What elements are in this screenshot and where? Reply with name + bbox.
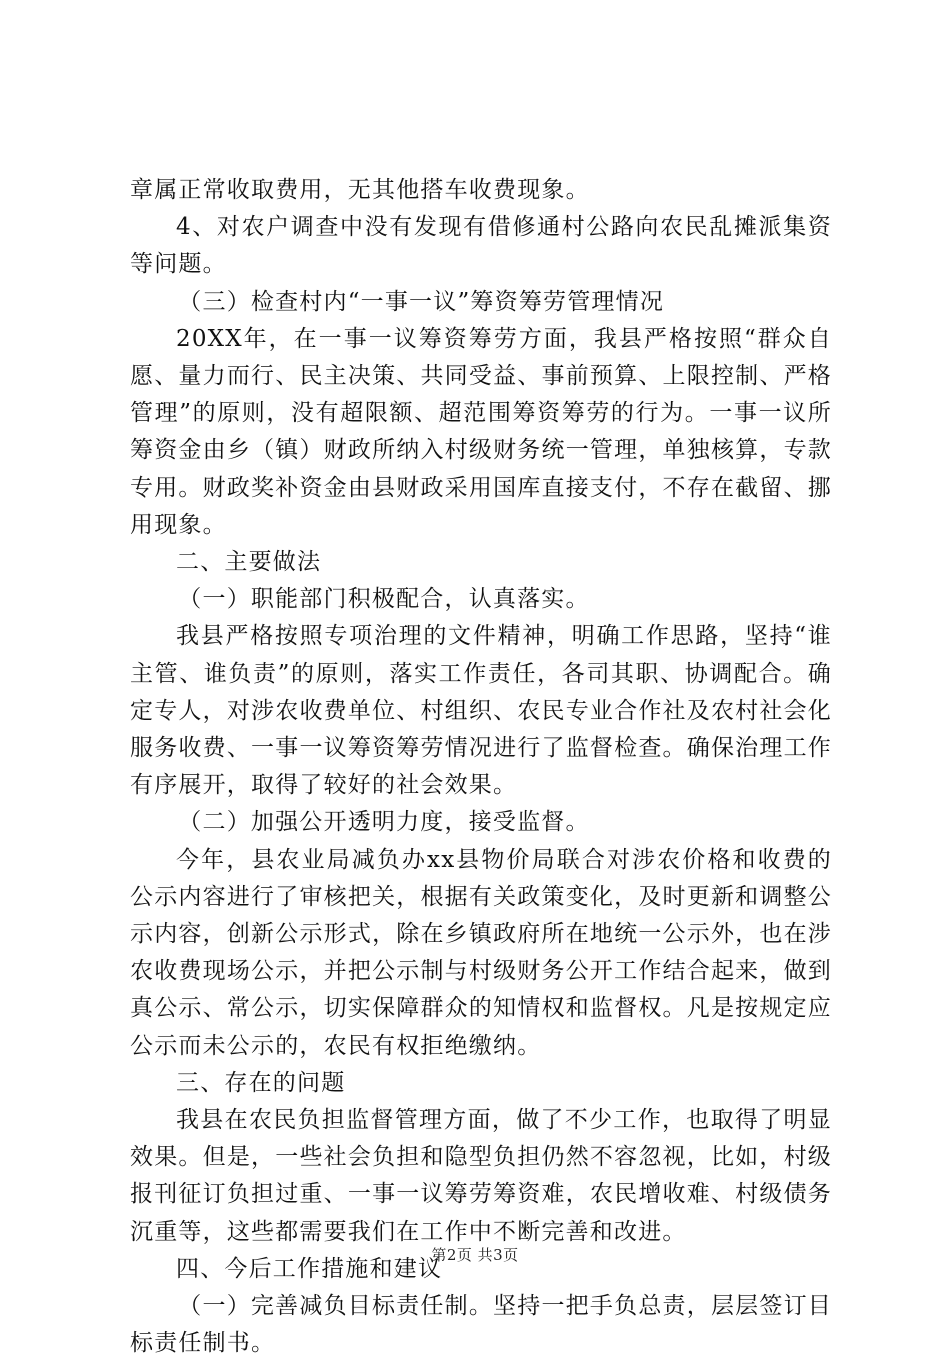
paragraph-yishiyiyi: 20XX年，在一事一议筹资筹劳方面，我县严格按照“群众自愿、量力而行、民主决策、共同受益、事前预算、上限控制、严格管理”的原则，没有超限额、超范围筹资筹劳的行为。一事一议所筹资金由乡（镇）财政所纳入村级财务统一管理，单独核算，专款专用。财政奖补资金由县财政采用国库直接支付，不存在截留、挪用现象。 [130, 325, 832, 538]
subheading-3: （三）检查村内“一事一议”筹资筹劳管理情况 [178, 288, 665, 315]
paragraph-departments: 我县严格按照专项治理的文件精神，明确工作思路，坚持“谁主管、谁负责”的原则，落实工作责任，各司其职、协调配合。确定专人，对涉农收费单位、村组织、农民专业合作社及农村社会化服务收费、一事一议筹资筹劳情况进行了监督检查。确保治理工作有序展开，取得了较好的社会效果。 [130, 623, 832, 799]
paragraph-publicity: 今年，县农业局减负办xx县物价局联合对涉农价格和收费的公示内容进行了审核把关，根据有关政策变化，及时更新和调整公示内容，创新公示形式，除在乡镇政府所在地统一公示外，也在涉农收费现场公示，并把公示制与村级财务公开工作结合起来，做到真公示、常公示，切实保障群众的知情权和监督权。凡是按规定应公示而未公示的，农民有权拒绝缴纳。 [130, 846, 832, 1059]
section-heading-2: 二、主要做法 [176, 549, 322, 576]
section-heading-4: 四、今后工作措施和建议 [176, 1255, 443, 1282]
paragraph-item-4: 4、对农户调查中没有发现有借修通村公路向农民乱摊派集资等问题。 [130, 214, 832, 278]
subheading-1: （一）职能部门积极配合，认真落实。 [178, 586, 590, 613]
document-body [130, 172, 832, 1363]
paragraph-measures-1: （一）完善减负目标责任制。坚持一把手负总责，层层签订目标责任制书。 [130, 1293, 832, 1357]
paragraph-continuation: 章属正常收取费用，无其他搭车收费现象。 [130, 177, 590, 203]
paragraph-problems: 我县在农民负担监督管理方面，做了不少工作，也取得了明显效果。但是，一些社会负担和隐型负担仍然不容忽视，比如，村级报刊征订负担过重、一事一议筹劳筹资难，农民增收难、村级债务沉重等，这些都需要我们在工作中不断完善和改进。 [130, 1107, 832, 1245]
subheading-2: （二）加强公开透明力度，接受监督。 [178, 809, 590, 836]
section-heading-3: 三、存在的问题 [176, 1069, 346, 1096]
page-number-footer: 第2页 共3页 [431, 1246, 519, 1264]
